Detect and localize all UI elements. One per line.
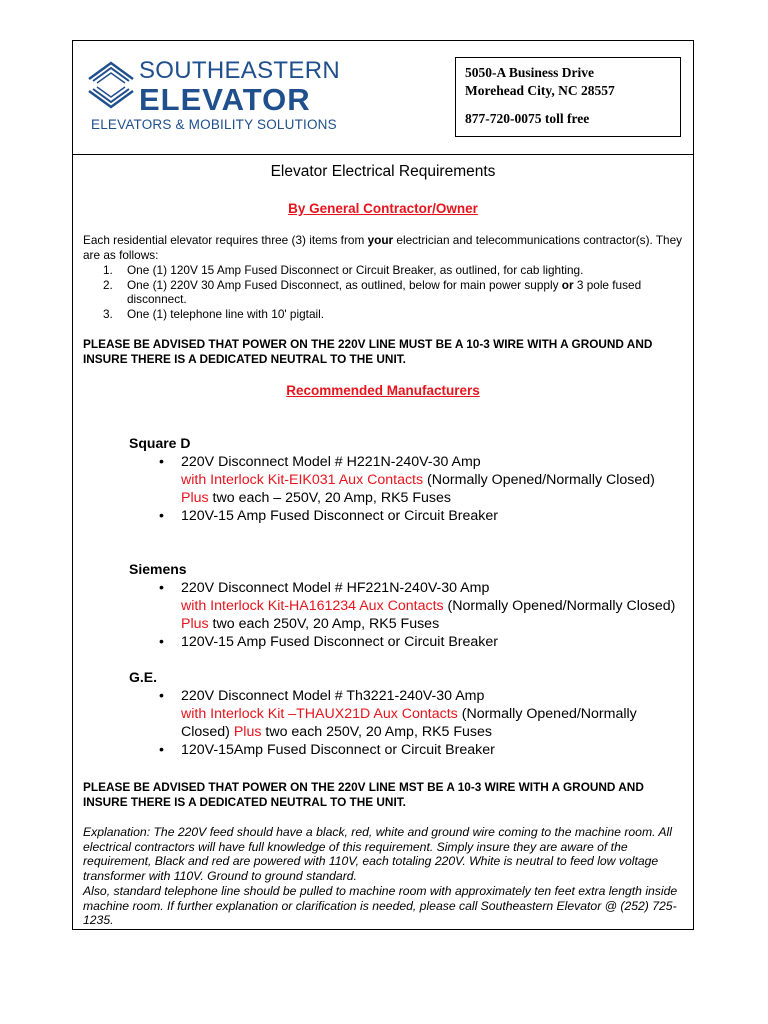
list-item: 3. One (1) telephone line with 10' pigtail.	[103, 306, 325, 321]
page-title: Elevator Electrical Requirements	[270, 163, 496, 180]
ge-list	[159, 687, 689, 759]
list-item: • 120V-15Amp Fused Disconnect or Circuit Breaker	[159, 742, 495, 758]
list-item: • 220V Disconnect Model # Th3221-240V-30 Amp with Interlock Kit –THAUX21D Aux Contacts (Normally Opened/Normally Closed) Plus two each 250V, 20 Amp, RK5 Fuses	[159, 688, 637, 740]
address-street: 5050-A Business Drive	[465, 65, 595, 80]
logo-line-2: ELEVATOR	[139, 82, 311, 117]
square-d-list	[159, 453, 689, 525]
requirements-list	[103, 263, 683, 321]
logo-tagline: ELEVATORS & MOBILITY SOLUTIONS	[91, 117, 337, 132]
list-item: • 220V Disconnect Model # H221N-240V-30 Amp with Interlock Kit-EIK031 Aux Contacts (Normally Opened/Normally Closed) Plus two each – 250V, 20 Amp, RK5 Fuses	[159, 454, 655, 506]
siemens-list	[159, 579, 689, 651]
company-logo	[87, 55, 347, 145]
address-phone: 877-720-0075 toll free	[465, 111, 590, 126]
section-heading-manufacturers: Recommended Manufacturers	[286, 383, 480, 398]
letterhead	[73, 41, 693, 155]
manufacturer-square-d: Square D	[129, 435, 191, 451]
list-item: • 120V-15 Amp Fused Disconnect or Circuit Breaker	[159, 634, 499, 650]
document-frame	[72, 40, 694, 930]
list-item: 2. One (1) 220V 30 Amp Fused Disconnect, as outlined, below for main power supply or 3 pole fused disconnect.	[103, 277, 642, 306]
list-item: 1. One (1) 120V 15 Amp Fused Disconnect or Circuit Breaker, as outlined, for cab lighting.	[103, 263, 584, 277]
address-box	[455, 57, 681, 137]
list-item: • 120V-15 Amp Fused Disconnect or Circuit Breaker	[159, 508, 499, 524]
intro-paragraph: Each residential elevator requires three (3) items from your electrician and telecommunications contractor(s). They are as follows:	[83, 233, 683, 262]
chevron-logo-icon	[87, 59, 135, 109]
power-notice-2: PLEASE BE ADVISED THAT POWER ON THE 220V LINE MST BE A 10-3 WIRE WITH A GROUND AND INSURE THERE IS A DEDICATED NEUTRAL TO THE UNIT.	[83, 780, 644, 809]
explanation-paragraph: Explanation: The 220V feed should have a black, red, white and ground wire coming to the machine room. All electrical contractors will have full knowledge of this requirement. Simply insure they are aware of the requirement, Black and red are powered with 110V, each totaling 220V. White is neutral to feed low voltage transformer with 110V. Ground to ground standard.	[83, 825, 672, 883]
manufacturer-siemens: Siemens	[129, 561, 187, 577]
list-item: • 220V Disconnect Model # HF221N-240V-30 Amp with Interlock Kit-HA161234 Aux Contacts (Normally Opened/Normally Closed) Plus two each 250V, 20 Amp, RK5 Fuses	[159, 580, 676, 632]
explanation-telephone: Also, standard telephone line should be pulled to machine room with approximately ten feet extra length inside machine room. If further explanation or clarification is needed, please call Southeastern Elevator @ (252) 725-1235.	[83, 884, 678, 928]
logo-line-1: SOUTHEASTERN	[139, 57, 340, 84]
section-heading-contractor: By General Contractor/Owner	[288, 201, 478, 216]
manufacturer-ge: G.E.	[129, 669, 158, 685]
address-city: Morehead City, NC 28557	[465, 83, 615, 98]
power-notice-1: PLEASE BE ADVISED THAT POWER ON THE 220V LINE MUST BE A 10-3 WIRE WITH A GROUND AND INSURE THERE IS A DEDICATED NEUTRAL TO THE UNIT.	[83, 337, 653, 366]
